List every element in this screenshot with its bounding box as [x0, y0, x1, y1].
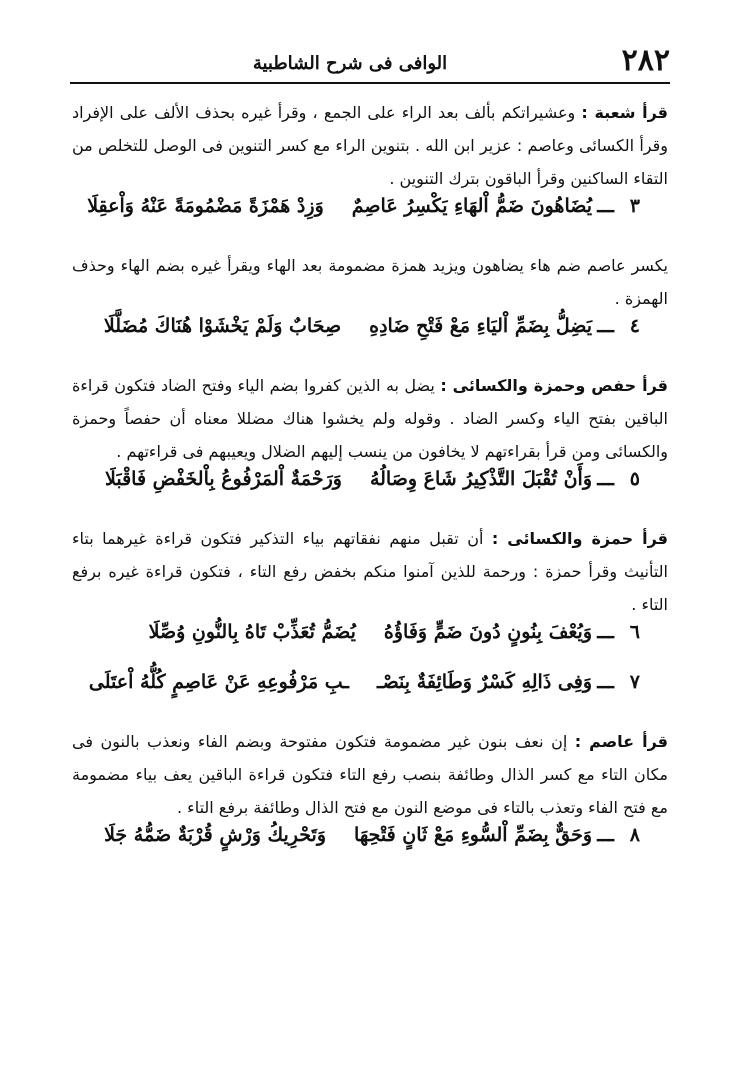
verse-dash: ـــ [597, 468, 614, 490]
commentary-lead: قرأ حفص وحمزة والكسائى : [440, 376, 669, 395]
verse-first-hemistich: وَفِى ذَالِهِ كَسْرٌ وَطَائِفَةٌ بِنَصْـ [377, 671, 592, 693]
running-title: الوافى فى شرح الشاطبية [252, 53, 448, 74]
verse-number: ٣ [629, 195, 640, 217]
verse-second-hemistich: وَتَحْرِيكُ وَرْشٍ قُرْبَةٌ ضَمُّهُ جَلَا [104, 824, 327, 846]
page-number: ٢٨٢ [621, 43, 670, 78]
verse-first-hemistich: وَحَقٌّ بِضَمِّ اْلسُّوءِ مَعْ ثَانٍ فَتْحِهَا [354, 824, 592, 846]
poem-verse [66, 621, 676, 671]
commentary-paragraph [66, 518, 676, 621]
verse-first-hemistich: وَأَنْ تُقْبَلَ التَّذْكِيرُ شَاعَ وِصَالُهُ [369, 468, 592, 490]
commentary-paragraph [66, 92, 676, 195]
verse-number: ٤ [629, 315, 640, 337]
verse-first-hemistich: يَضِلُّ بِضَمِّ اْليَاءِ مَعْ فَتْحِ ضَادِهِ [369, 315, 592, 337]
verse-number: ٦ [629, 621, 640, 643]
page-header [70, 36, 670, 84]
verse-dash: ـــ [597, 195, 614, 217]
verse-number: ٥ [629, 468, 640, 490]
poem-verse [66, 468, 676, 518]
page-body [66, 92, 676, 874]
verse-dash: ـــ [597, 671, 614, 693]
commentary-paragraph [66, 365, 676, 468]
verse-dash: ـــ [597, 621, 614, 643]
poem-verse [66, 315, 676, 365]
verse-first-hemistich: يُضَاهُونَ ضَمُّ اْلهَاءِ يَكْسِرُ عَاصِمٌ [351, 195, 592, 217]
commentary-text: يكسر عاصم ضم هاء يضاهون ويزيد همزة مضمومة بعد الهاء ويقرأ غيره بضم الهاء وحذف الهمزة . [72, 256, 668, 308]
verse-second-hemistich: ـبِ مَرْفُوعِهِ عَنْ عَاصِمٍ كُلُّهُ اْعتَلَى [88, 671, 350, 693]
poem-verse [66, 671, 676, 721]
verse-first-hemistich: وَيُعْفَ بِنُونٍ دُونَ ضَمٍّ وَفَاؤُهُ [383, 621, 592, 643]
verse-second-hemistich: صِحَابٌ وَلَمْ يَخْشَوْا هُنَاكَ مُضَلَّلَا [103, 315, 342, 337]
verse-second-hemistich: وَزِدْ هَمْزَةً مَضْمُومَةً عَنْهُ وَاْعقِلَا [87, 195, 324, 217]
commentary-text: يضل به الذين كفروا بضم الياء وفتح الضاد فتكون قراءة الباقين بفتح الياء وكسر الضاد . وقوله ولم يخشوا هناك مضللا معناه أن حفصاً وحمزة والكسائى ومن قرأ بقراءتهم لا يخافون من ينسب إليهم الضلال ويعيبهم فى قراءتهم . [72, 376, 668, 461]
verse-second-hemistich: وَرَحْمَةٌ اْلمَرْفُوعُ بِاْلخَفْضِ فَاقْبَلَا [105, 468, 342, 490]
verse-dash: ـــ [597, 315, 614, 337]
verse-second-hemistich: يُضَمُّ تُعَذِّبْ تَاهُ بِالنُّونِ وُصِّلَا [148, 621, 356, 643]
commentary-text: إن نعف بنون غير مضمومة فتكون مفتوحة وبضم الفاء ونعذب بالنون فى مكان التاء مع كسر الذال وطائفة بنصب رفع التاء فتكون قراءة الباقين يعف بياء مضمومة مع فتح الفاء وتعذب بالتاء فى موضع النون مع فتح الذال وطائفة برفع التاء . [72, 732, 668, 817]
verse-number: ٧ [629, 671, 640, 693]
poem-verse [66, 195, 676, 245]
commentary-lead: قرأ شعبة : [581, 103, 668, 122]
commentary-lead: قرأ عاصم : [574, 732, 668, 751]
poem-verse [66, 824, 676, 874]
commentary-paragraph [66, 721, 676, 824]
commentary-text: أن تقبل منهم نفقاتهم بياء التذكير فتكون قراءة غيرهما بتاء التأنيث وقرأ حمزة : ورحمة للذين آمنوا منكم بخفض رفع التاء ، فتكون قراءة غيره برفع التاء . [72, 529, 668, 614]
commentary-lead: قرأ حمزة والكسائى : [491, 529, 668, 548]
commentary-paragraph [66, 245, 676, 315]
commentary-text: وعشيراتكم بألف بعد الراء على الجمع ، وقرأ غيره بحذف الألف على الإفراد وقرأ الكسائى وعاصم : عزير ابن الله . بتنوين الراء مع كسر التنوين فى الوصل للتخلص من التقاء الساكنين وقرأ الباقون بترك التنوين . [72, 103, 668, 188]
verse-number: ٨ [629, 824, 640, 846]
verse-dash: ـــ [597, 824, 614, 846]
